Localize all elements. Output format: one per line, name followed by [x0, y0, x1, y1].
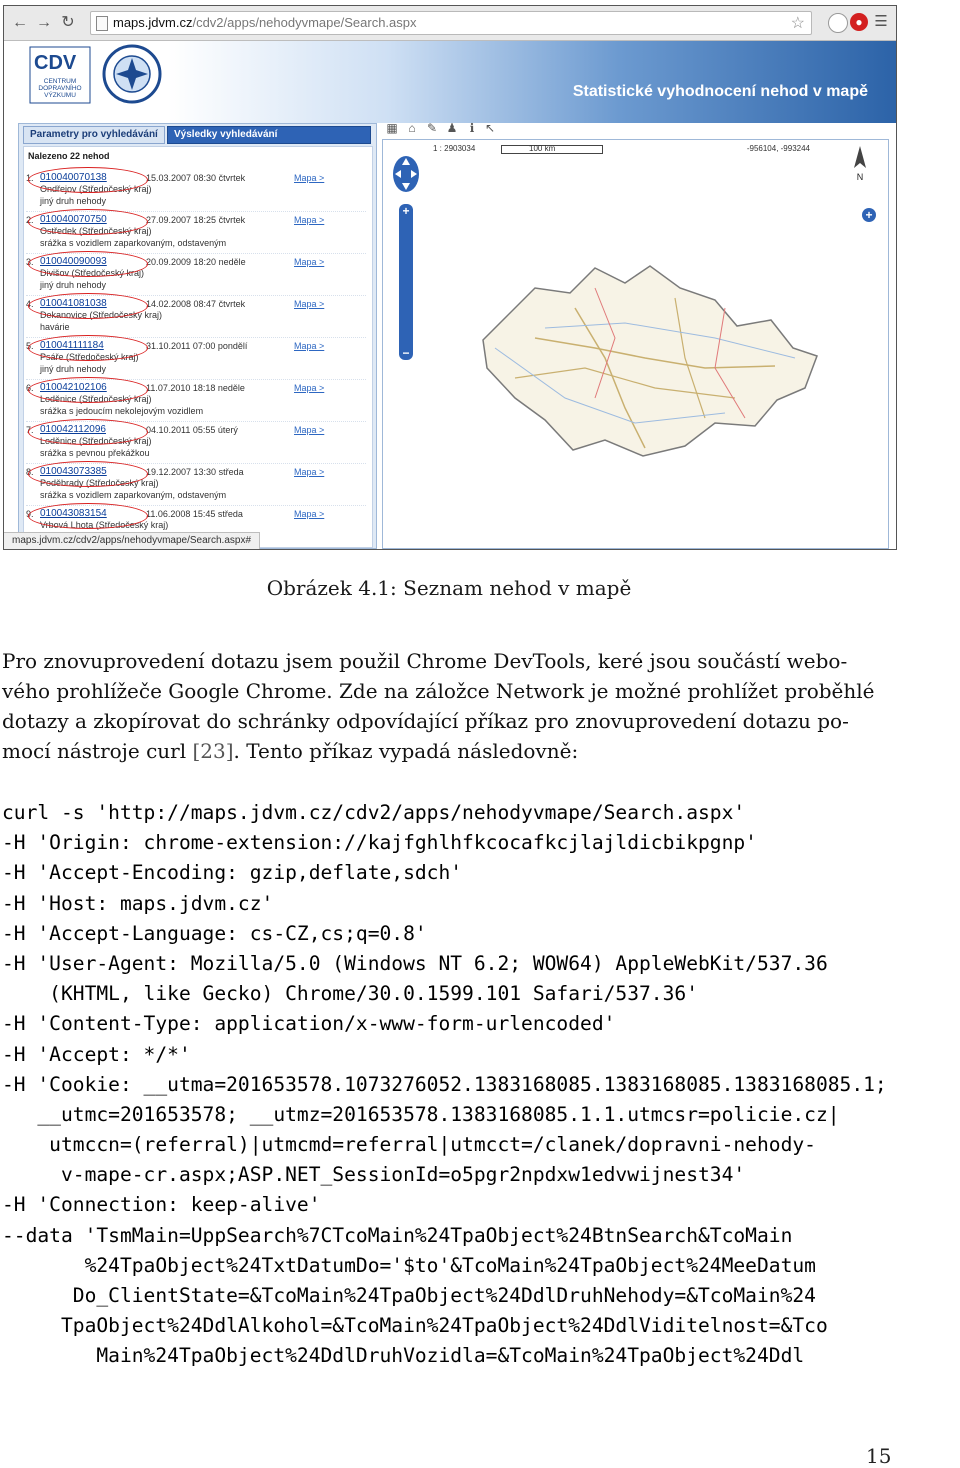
- found-count: Nalezeno 22 nehod: [28, 151, 110, 161]
- result-type: havárie: [40, 322, 70, 332]
- police-logo: [102, 43, 162, 105]
- result-type: jiný druh nehody: [40, 196, 107, 206]
- figure-caption: Obrázek 4.1: Seznam nehod v mapě: [266, 576, 632, 600]
- list-item: [26, 379, 366, 422]
- extension-icons: [828, 13, 890, 33]
- north-arrow-icon: [850, 146, 870, 180]
- search-panel: [18, 123, 377, 549]
- code-line: (KHTML, like Gecko) Chrome/30.0.1599.101 Safari/537.36': [2, 982, 698, 1006]
- code-line: -H 'Accept-Encoding: gzip,deflate,sdch': [2, 861, 463, 885]
- code-line: --data 'TsmMain=UppSearch%7CTcoMain%24TpaObject%24BtnSearch&TcoMain: [2, 1223, 793, 1247]
- result-id-link[interactable]: 010040070138: [40, 172, 107, 183]
- cdv-logo-line3: VÝZKUMU: [44, 92, 76, 99]
- forward-icon[interactable]: →: [36, 14, 52, 31]
- result-location: Poděbrady (Středočeský kraj): [40, 478, 159, 488]
- map-link[interactable]: Mapa >: [294, 299, 325, 309]
- result-number: 1.: [26, 173, 34, 183]
- url-host: maps.jdvm.cz: [113, 15, 193, 30]
- curl-code-block: [2, 798, 887, 1372]
- czech-republic-map: [475, 248, 825, 468]
- map-link[interactable]: Mapa >: [294, 425, 325, 435]
- result-date: 04.10.2011 05:55 úterý: [146, 425, 238, 435]
- result-number: 6.: [26, 383, 34, 393]
- pan-control-icon[interactable]: [391, 154, 421, 194]
- result-type: jiný druh nehody: [40, 280, 107, 290]
- code-line: -H 'Accept-Language: cs-CZ,cs;q=0.8': [2, 921, 427, 945]
- url-text: [113, 15, 417, 30]
- paragraph-text: . Tento příkaz vypadá následovně:: [233, 739, 579, 763]
- code-line: %24TpaObject%24TxtDatumDo='$to'&TcoMain%24TpaObject%24MeeDatum: [2, 1253, 816, 1277]
- result-type: srážka s pevnou překážkou: [40, 448, 150, 458]
- result-location: Psáře (Středočeský kraj): [40, 352, 139, 362]
- list-item: [26, 253, 366, 296]
- list-item: [26, 211, 366, 254]
- code-line: __utmc=201653578; __utmz=201653578.1383168085.1.1.utmcsr=policie.cz|: [2, 1102, 840, 1126]
- code-line: -H 'Connection: keep-alive': [2, 1193, 321, 1217]
- page-number: 15: [866, 1444, 892, 1468]
- result-type: srážka s vozidlem zaparkovaným, odstaveným: [40, 490, 227, 500]
- red-circle-mark: [28, 503, 148, 529]
- list-item: [26, 421, 366, 464]
- result-number: 2.: [26, 215, 34, 225]
- list-item: [26, 169, 366, 212]
- map-link[interactable]: Mapa >: [294, 509, 325, 519]
- map-view[interactable]: [382, 139, 889, 549]
- menu-icon[interactable]: ☰: [874, 13, 888, 30]
- add-icon[interactable]: +: [862, 208, 876, 222]
- zoom-in-icon[interactable]: +: [402, 204, 410, 218]
- bookmark-star-icon[interactable]: ☆: [790, 15, 805, 32]
- map-link[interactable]: Mapa >: [294, 257, 325, 267]
- address-bar[interactable]: [90, 11, 812, 35]
- code-line: -H 'Content-Type: application/x-www-form-urlencoded': [2, 1012, 616, 1036]
- red-circle-mark: [28, 335, 148, 361]
- scale-distance: 100 km: [529, 144, 556, 153]
- result-type: srážka s jedoucím nekolejovým vozidlem: [40, 406, 204, 416]
- paragraph-text: mocí nástroje curl: [2, 739, 193, 763]
- result-id-link[interactable]: 010042112096: [40, 424, 106, 435]
- map-link[interactable]: Mapa >: [294, 215, 325, 225]
- red-circle-mark: [28, 377, 148, 403]
- map-toolbar: [382, 118, 502, 138]
- red-circle-mark: [28, 209, 148, 235]
- code-line: TpaObject%24DdlAlkohol=&TcoMain%24TpaObject%24DdlViditelnost=&Tco: [2, 1314, 828, 1338]
- red-circle-mark: [28, 419, 148, 445]
- code-line: Do_ClientState=&TcoMain%24TpaObject%24DdlDruhNehody=&TcoMain%24: [2, 1284, 816, 1307]
- list-item: [26, 295, 366, 338]
- result-location: Vrbová Lhota (Středočeský kraj): [40, 520, 169, 530]
- code-line: utmccn=(referral)|utmcmd=referral|utmcct=/clanek/dopravni-nehody-: [2, 1133, 816, 1157]
- paragraph-line: Pro znovuprovedení dotazu jsem použil Chrome DevTools, keré jsou součástí webo-: [2, 649, 848, 673]
- result-type: srážka s vozidlem zaparkovaným, odstaveným: [40, 238, 227, 248]
- result-number: 4.: [26, 299, 34, 309]
- result-date: 14.02.2008 08:47 čtvrtek: [146, 299, 246, 309]
- code-line: -H 'Host: maps.jdvm.cz': [2, 891, 274, 915]
- code-line: -H 'Origin: chrome-extension://kajfghlhfkcocafkcjlajldicbikpgnp': [2, 831, 757, 855]
- info-icon[interactable]: ℹ: [469, 121, 475, 135]
- site-header: [4, 41, 896, 123]
- citation-link[interactable]: [23]: [192, 739, 234, 763]
- result-id-link[interactable]: 010042102106: [40, 382, 107, 393]
- result-id-link[interactable]: 010043083154: [40, 508, 107, 519]
- svg-text:CDV: CDV: [34, 52, 77, 74]
- paragraph-line: [2, 736, 897, 766]
- result-number: 8.: [26, 467, 34, 477]
- layers-icon[interactable]: ▦: [386, 121, 398, 135]
- body-paragraph: [2, 646, 897, 766]
- paragraph-line: vého prohlížeče Google Chrome. Zde na záložce Network je možné prohlížet proběhlé: [2, 679, 875, 703]
- map-scale: 1 : 2903034: [433, 144, 476, 153]
- result-location: Ostředek (Středočeský kraj): [40, 226, 152, 236]
- red-circle-mark: [28, 461, 148, 487]
- reload-icon[interactable]: ↻: [61, 14, 75, 31]
- result-date: 11.06.2008 15:45 středa: [146, 509, 243, 519]
- result-id-link[interactable]: 010043073385: [40, 466, 107, 477]
- red-circle-mark: [28, 167, 148, 193]
- person-icon[interactable]: ♟: [446, 121, 458, 135]
- zoom-slider[interactable]: [399, 204, 413, 360]
- red-circle-mark: [28, 293, 148, 319]
- result-id-link[interactable]: 010040070750: [40, 214, 107, 225]
- result-date: 31.10.2011 07:00 pondělí: [146, 341, 248, 351]
- home-icon[interactable]: ⌂: [408, 121, 416, 135]
- map-link[interactable]: Mapa >: [294, 467, 325, 477]
- map-link[interactable]: Mapa >: [294, 383, 325, 393]
- zoom-out-icon[interactable]: −: [402, 346, 410, 360]
- result-location: Dekanovice (Středočeský kraj): [40, 310, 163, 320]
- tab-results[interactable]: Výsledky vyhledávání: [167, 126, 371, 144]
- result-id-link[interactable]: 010041111184: [40, 340, 104, 351]
- code-line: Main%24TpaObject%24DdlDruhVozidla=&TcoMain%24TpaObject%24Ddl: [2, 1344, 805, 1368]
- abp-stop-icon[interactable]: ●: [850, 13, 868, 31]
- list-item: [26, 463, 366, 506]
- result-number: 5.: [26, 341, 34, 351]
- code-line: -H 'Accept: */*': [2, 1042, 191, 1066]
- page-icon: [96, 16, 108, 31]
- header-banner: [168, 41, 896, 123]
- code-line: v-mape-cr.aspx;ASP.NET_SessionId=o5pgr2npdxw1edvwijnest34': [2, 1163, 746, 1187]
- browser-screenshot: [3, 5, 897, 550]
- tab-parameters[interactable]: Parametry pro vyhledávání: [23, 126, 165, 144]
- code-line: -H 'User-Agent: Mozilla/5.0 (Windows NT 6.2; WOW64) AppleWebKit/537.36: [2, 951, 828, 975]
- map-link[interactable]: Mapa >: [294, 173, 325, 183]
- cdv-logo-line2: DOPRAVNÍHO: [38, 85, 82, 92]
- result-date: 19.12.2007 13:30 středa: [146, 467, 244, 477]
- result-location: Ondřejov (Středočeský kraj): [40, 184, 152, 194]
- result-location: Loděnice (Středočeský kraj): [40, 394, 152, 404]
- paragraph-line: dotazy a zkopírovat do schránky odpovídající příkaz pro znovuprovedení dotazu po-: [2, 709, 849, 733]
- map-info-bar: [383, 140, 888, 156]
- code-line: -H 'Cookie: __utma=201653578.1073276052.1383168085.1383168085.1383168085.1;: [2, 1072, 887, 1096]
- result-number: 9.: [26, 509, 34, 519]
- result-date: 20.09.2009 18:20 neděle: [146, 257, 246, 267]
- cdv-logo-line1: CENTRUM: [43, 78, 77, 85]
- result-location: Loděnice (Středočeský kraj): [40, 436, 152, 446]
- north-label: N: [856, 172, 864, 182]
- red-circle-mark: [28, 251, 148, 277]
- pointer-icon[interactable]: ↖: [484, 121, 496, 135]
- results-list: [23, 146, 373, 548]
- result-location: Divišov (Středočeský kraj): [40, 268, 145, 278]
- extension-icon[interactable]: [828, 13, 848, 33]
- map-link[interactable]: Mapa >: [294, 341, 325, 351]
- browser-toolbar: [4, 6, 896, 41]
- result-date: 15.03.2007 08:30 čtvrtek: [146, 173, 246, 183]
- map-coordinates: -956104, -993244: [746, 144, 810, 153]
- code-line: curl -s 'http://maps.jdvm.cz/cdv2/apps/nehodyvmape/Search.aspx': [2, 801, 746, 824]
- result-number: 7.: [26, 425, 34, 435]
- list-item: [26, 337, 366, 380]
- result-date: 27.09.2007 18:25 čtvrtek: [146, 215, 246, 225]
- result-number: 3.: [26, 257, 34, 267]
- cdv-logo: [28, 45, 92, 105]
- pencil-icon[interactable]: ✎: [426, 121, 438, 135]
- result-type: jiný druh nehody: [40, 364, 107, 374]
- url-path: /cdv2/apps/nehodyvmape/Search.aspx: [192, 15, 417, 30]
- back-icon[interactable]: ←: [12, 14, 28, 31]
- result-id-link[interactable]: 010041081038: [40, 298, 107, 309]
- result-date: 11.07.2010 18:18 neděle: [146, 383, 245, 393]
- site-title: Statistické vyhodnocení nehod v mapě: [572, 83, 868, 100]
- result-id-link[interactable]: 010040090093: [40, 256, 107, 267]
- status-url: maps.jdvm.cz/cdv2/apps/nehodyvmape/Search.aspx#: [4, 532, 260, 549]
